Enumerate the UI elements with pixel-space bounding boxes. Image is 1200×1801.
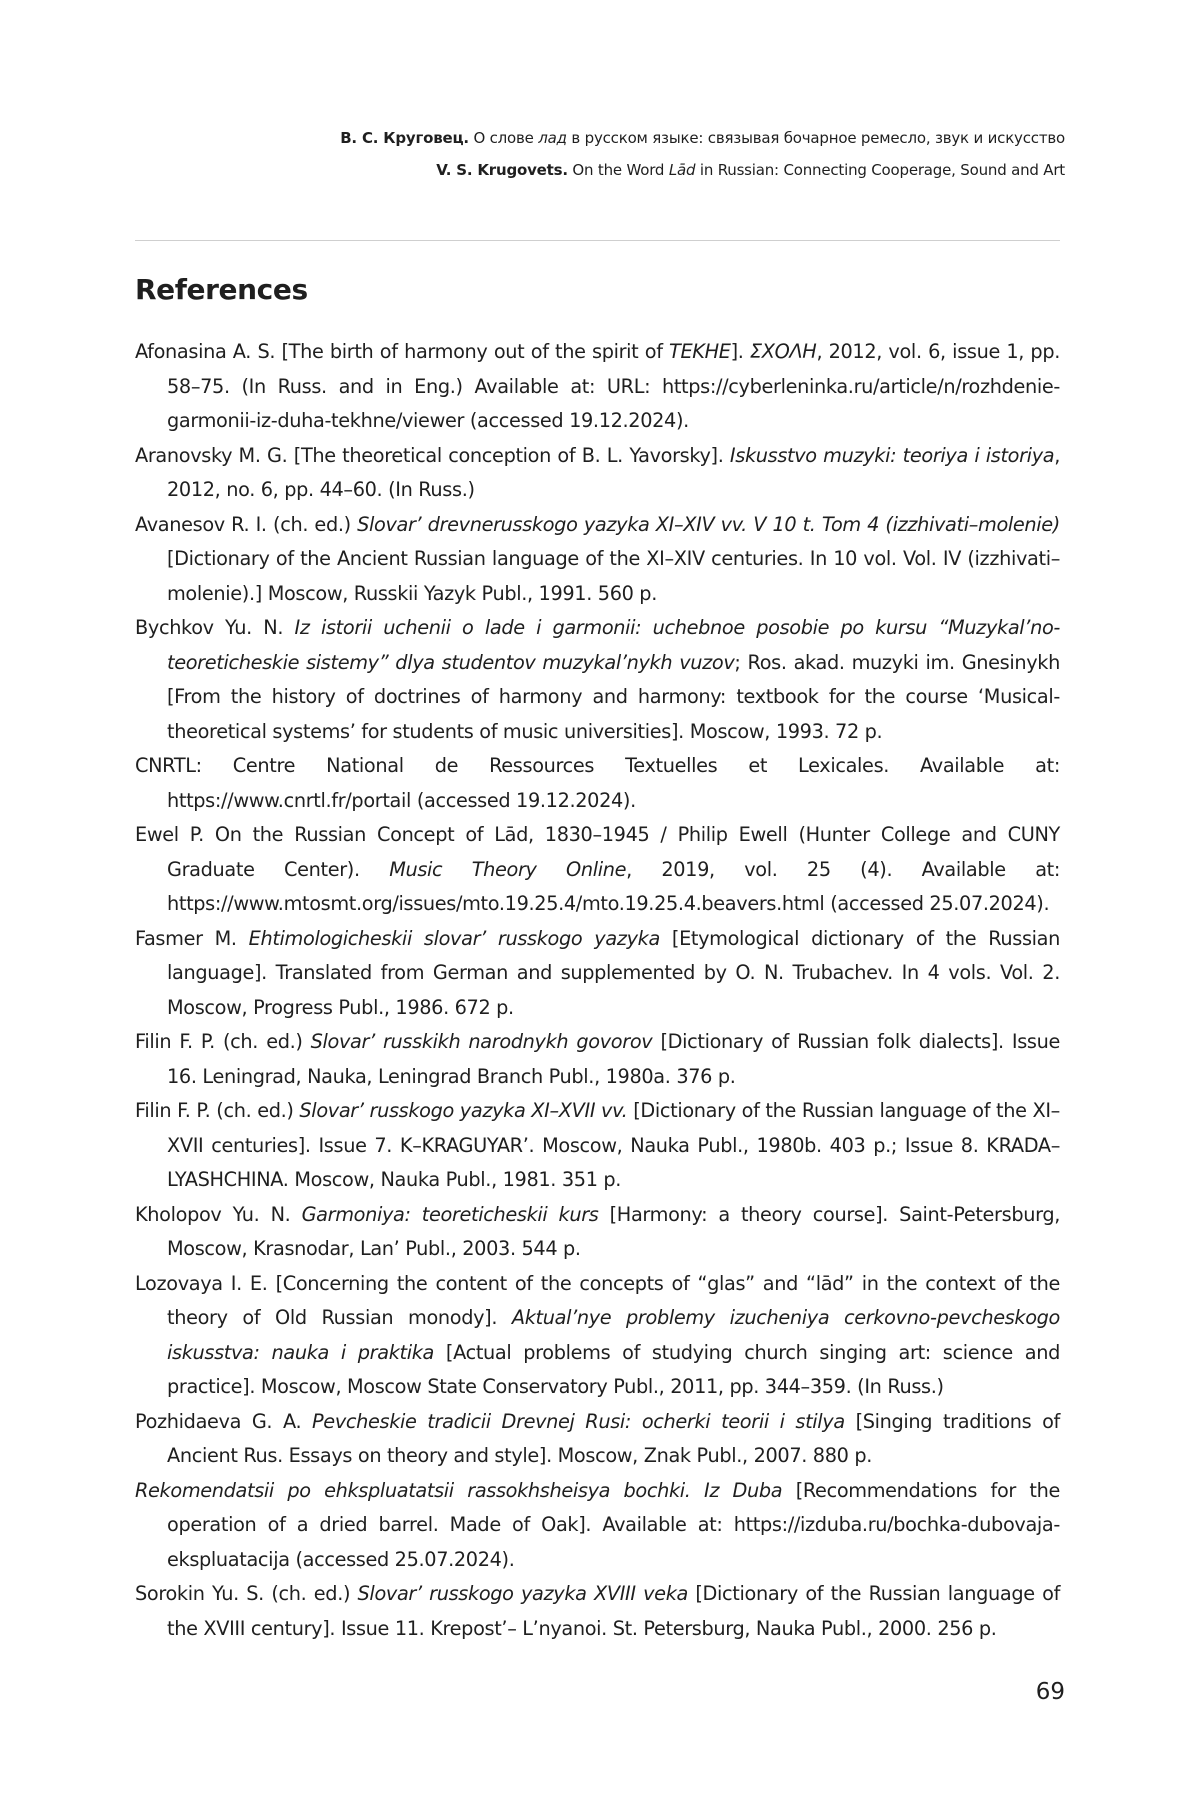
reference-italic-title: Slovar’ drevnerusskogo yazyka XI–XIV vv. V 10 t. Tom 4 (izzhivati–molenie)	[357, 512, 1060, 536]
reference-text: , 2012, no. 6, pp. 44–60. (In Russ.)	[167, 443, 1060, 501]
reference-text: Bychkov Yu. N.	[135, 616, 295, 639]
reference-text: Avanesov R. I. (ch. ed.)	[135, 512, 358, 536]
reference-entry	[135, 1577, 1060, 1646]
reference-entry	[135, 439, 1060, 508]
reference-italic-title: Iz istorii uchenii o lade i garmonii: uchebnoe posobie po kursu “Muzykal’no-teoreticheskie sistemy” dlya studentov muzykal’nykh vuzov	[167, 616, 1060, 674]
reference-italic-title: Music Theory Online	[389, 857, 627, 881]
running-header-russian	[135, 122, 1065, 154]
reference-text: [Actual problems of studying church singing art: science and practice]. Moscow, Moscow State Conservatory Publ., 2011, pp. 344–359. (In Russ.)	[167, 1340, 1060, 1398]
header-divider	[135, 240, 1060, 241]
reference-entry	[135, 1405, 1060, 1474]
reference-italic-title: Iskusstvo muzyki: teoriya i istoriya	[729, 443, 1055, 467]
page-number: 69	[1035, 1679, 1065, 1705]
reference-list	[135, 335, 1060, 1646]
running-header-ru-author: В. С. Круговец.	[340, 129, 469, 147]
reference-text: [Etymological dictionary of the Russian language]. Translated from German and supplemented by O. N. Trubachev. In 4 vols. Vol. 2. Moscow, Progress Publ., 1986. 672 p.	[167, 926, 1060, 1019]
reference-entry	[135, 1474, 1060, 1578]
reference-italic-title: Slovar’ russkikh narodnykh govorov	[310, 1030, 653, 1053]
running-header-ru-title-part: в русском языке: связывая бочарное ремесло, звук и искусство	[566, 129, 1065, 147]
reference-entry	[135, 1094, 1060, 1198]
running-header-en-title-part: On the Word	[567, 161, 669, 179]
reference-text: , 2012, vol. 6, issue 1, pp. 58–75. (In Russ. and in Eng.) Available at: URL: https://cyberleninka.ru/article/n/rozhdenie-garmonii-iz-duha-tekhne/viewer (accessed 19.12.2024).	[167, 340, 1060, 432]
reference-text: [Dictionary of Russian folk dialects]. Issue 16. Leningrad, Nauka, Leningrad Branch Publ., 1980a. 376 p.	[167, 1030, 1061, 1088]
reference-entry	[135, 611, 1060, 749]
section-title: References	[135, 273, 308, 306]
reference-text: ].	[730, 340, 750, 363]
reference-entry	[135, 335, 1060, 439]
running-header-en-author: V. S. Krugovets.	[436, 161, 568, 179]
reference-text: Afonasina A. S. [The birth of harmony out of the spirit of	[135, 340, 670, 363]
reference-text: Lozovaya I. E. [Concerning the content of the concepts of “glas” and “lād” in the context of the theory of Old Russian monody].	[135, 1271, 1060, 1329]
reference-text: ; Ros. akad. muzyki im. Gnesinykh [From the history of doctrines of harmony and harmony: textbook for the course ‘Musical-theoretical systems’ for students of music universities]. Moscow, 1993. 72 p.	[167, 650, 1060, 743]
reference-italic-title: Pevcheskie tradicii Drevnej Rusi: ocherki teorii i stilya	[312, 1409, 845, 1433]
reference-italic-title: Rekomendatsii po ehkspluatatsii rassokhsheisya bochki. Iz Duba	[135, 1478, 783, 1502]
reference-text: [Dictionary of the Ancient Russian language of the XI–XIV centuries. In 10 vol. Vol. IV (izzhivati–molenie).] Moscow, Russkii Yazyk Publ., 1991. 560 p.	[167, 547, 1060, 605]
running-header-ru-title-emphasis: лад	[538, 129, 567, 147]
reference-italic-title: ΣΧΟΛΗ	[749, 340, 817, 363]
reference-text: [Dictionary of the Russian language of the XVIII century]. Issue 11. Krepost’– L’nyanoi. St. Petersburg, Nauka Publ., 2000. 256 p.	[167, 1582, 1061, 1640]
reference-text: Fasmer M.	[135, 926, 249, 950]
running-header-ru-title-part: О слове	[468, 129, 539, 147]
reference-text: [Singing traditions of Ancient Rus. Essays on theory and style]. Moscow, Znak Publ., 2007. 880 p.	[167, 1409, 1060, 1467]
reference-text: [Harmony: a theory course]. Saint-Petersburg, Moscow, Krasnodar, Lan’ Publ., 2003. 544 p.	[167, 1202, 1060, 1260]
running-header-english	[135, 154, 1065, 186]
reference-entry	[135, 749, 1060, 818]
reference-text: Kholopov Yu. N.	[135, 1202, 302, 1226]
running-header-en-title-emphasis: Lād	[668, 161, 696, 179]
reference-entry	[135, 1267, 1060, 1405]
reference-text: Sorokin Yu. S. (ch. ed.)	[135, 1582, 358, 1605]
reference-entry	[135, 508, 1060, 612]
reference-italic-title: Aktual’nye problemy izucheniya cerkovno-pevcheskogo iskusstva: nauka i praktika	[167, 1306, 1061, 1364]
running-header	[135, 122, 1065, 186]
reference-entry	[135, 922, 1060, 1026]
reference-text: [Dictionary of the Russian language of the XI–XVII centuries]. Issue 7. K–KRAGUYAR’. Moscow, Nauka Publ., 1980b. 403 p.; Issue 8. KRADA–LYASHCHINA. Moscow, Nauka Publ., 1981. 351 p.	[167, 1099, 1060, 1191]
reference-italic-title: TEKHE	[669, 340, 731, 363]
reference-italic-title: Slovar’ russkogo yazyka XVIII veka	[357, 1582, 688, 1605]
reference-text: , 2019, vol. 25 (4). Available at: https://www.mtosmt.org/issues/mto.19.25.4/mto.19.25.4.beavers.html (accessed 25.07.2024).	[167, 857, 1061, 915]
reference-entry	[135, 818, 1060, 922]
running-header-en-title-part: in Russian: Connecting Cooperage, Sound and Art	[695, 161, 1065, 179]
reference-entry	[135, 1025, 1060, 1094]
reference-italic-title: Slovar’ russkogo yazyka XI–XVII vv.	[299, 1099, 628, 1122]
reference-text: Filin F. P. (ch. ed.)	[135, 1099, 300, 1122]
reference-text: Filin F. P. (ch. ed.)	[135, 1030, 311, 1053]
reference-text: Pozhidaeva G. A.	[135, 1409, 313, 1433]
reference-text: Aranovsky M. G. [The theoretical conception of B. L. Yavorsky].	[135, 443, 730, 467]
reference-text: Ewel P. On the Russian Concept of Lād, 1830–1945 / Philip Ewell (Hunter College and CUNY Graduate Center).	[135, 823, 1060, 881]
reference-text: CNRTL: Centre National de Ressources Textuelles et Lexicales. Available at: https://www.cnrtl.fr/portail (accessed 19.12.2024).	[135, 754, 1060, 812]
reference-entry	[135, 1198, 1060, 1267]
reference-italic-title: Garmoniya: teoreticheskii kurs	[301, 1202, 599, 1226]
reference-italic-title: Ehtimologicheskii slovar’ russkogo yazyka	[248, 926, 660, 950]
reference-text: [Recommendations for the operation of a dried barrel. Made of Oak]. Available at: https://izduba.ru/bochka-dubovaja-ekspluatacija (accessed 25.07.2024).	[167, 1478, 1060, 1571]
